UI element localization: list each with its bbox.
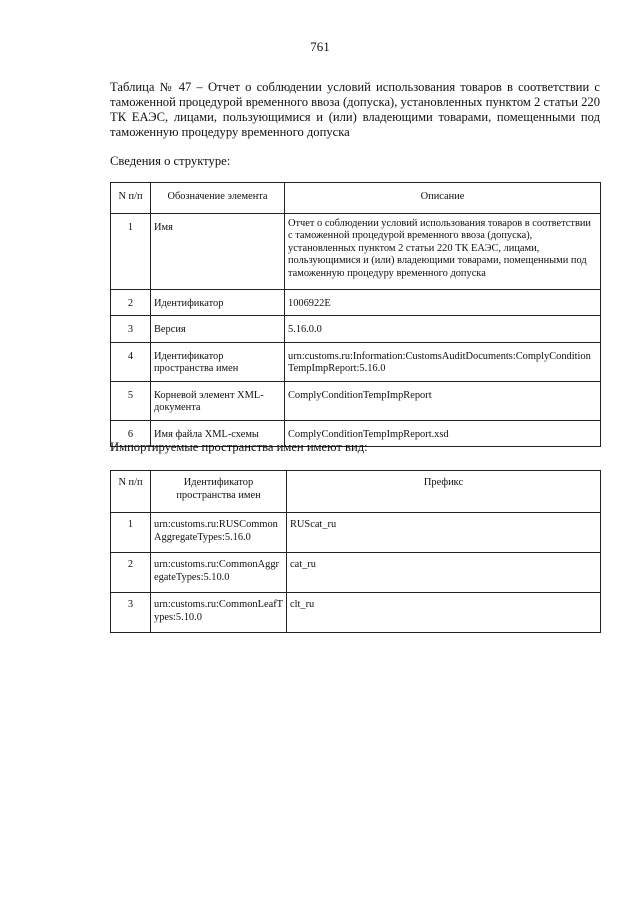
namespace-prefix: clt_ru xyxy=(287,593,601,633)
element-name: Идентификатор пространства имен xyxy=(151,342,285,381)
namespace-id: urn:customs.ru:CommonAggregateTypes:5.10.0 xyxy=(151,553,287,593)
column-header-namespace: Идентификатор пространства имен xyxy=(151,471,287,513)
imports-table xyxy=(110,470,601,633)
row-num: 3 xyxy=(111,593,151,633)
structure-table xyxy=(110,182,601,447)
table-caption: Таблица № 47 – Отчет о соблюдении условий использования товаров в соответствии с таможенной процедурой временного ввоза (допуска), установленных пунктом 2 статьи 220 ТК ЕАЭС, лицами, пользующимися и (или) владеющими товарами, помещенными под таможенную процедуру временного допуска xyxy=(110,80,600,139)
namespace-prefix: cat_ru xyxy=(287,553,601,593)
row-num: 3 xyxy=(111,316,151,343)
element-description: 5.16.0.0 xyxy=(285,316,601,343)
table-row xyxy=(111,381,601,420)
table-row xyxy=(111,213,601,289)
column-header-description: Описание xyxy=(285,183,601,214)
column-header-num: N п/п xyxy=(111,183,151,214)
element-description: 1006922E xyxy=(285,289,601,316)
row-num: 2 xyxy=(111,553,151,593)
structure-section-label: Сведения о структуре: xyxy=(110,154,231,168)
element-name: Имя xyxy=(151,213,285,289)
element-name: Имя файла XML-схемы xyxy=(151,420,285,447)
element-description: ComplyConditionTempImpReport.xsd xyxy=(285,420,601,447)
element-name: Корневой элемент XML-документа xyxy=(151,381,285,420)
row-num: 2 xyxy=(111,289,151,316)
row-num: 6 xyxy=(111,420,151,447)
column-header-prefix: Префикс xyxy=(287,471,601,513)
namespace-prefix: RUScat_ru xyxy=(287,513,601,553)
row-num: 4 xyxy=(111,342,151,381)
page-number: 761 xyxy=(310,39,330,54)
element-description: Отчет о соблюдении условий использования товаров в соответствии с таможенной процедурой временного ввоза (допуска), установленных пунктом 2 статьи 220 ТК ЕАЭС, лицами, пользующимися и (или) владеющими товарами, помещенными под таможенную процедуру временного допуска xyxy=(285,213,601,289)
element-name: Версия xyxy=(151,316,285,343)
imports-section-label: Импортируемые пространства имен имеют вид: xyxy=(110,440,368,454)
namespace-id: urn:customs.ru:CommonLeafTypes:5.10.0 xyxy=(151,593,287,633)
table-row xyxy=(111,316,601,343)
namespace-id: urn:customs.ru:RUSCommonAggregateTypes:5.16.0 xyxy=(151,513,287,553)
table-row xyxy=(111,342,601,381)
table-row xyxy=(111,289,601,316)
column-header-num: N п/п xyxy=(111,471,151,513)
element-description: urn:customs.ru:Information:CustomsAuditDocuments:ComplyConditionTempImpReport:5.16.0 xyxy=(285,342,601,381)
element-name: Идентификатор xyxy=(151,289,285,316)
structure-header-row xyxy=(111,183,601,214)
row-num: 1 xyxy=(111,513,151,553)
row-num: 5 xyxy=(111,381,151,420)
element-description: ComplyConditionTempImpReport xyxy=(285,381,601,420)
table-row xyxy=(111,593,601,633)
row-num: 1 xyxy=(111,213,151,289)
table-row xyxy=(111,553,601,593)
column-header-element: Обозначение элемента xyxy=(151,183,285,214)
table-row xyxy=(111,513,601,553)
imports-header-row xyxy=(111,471,601,513)
